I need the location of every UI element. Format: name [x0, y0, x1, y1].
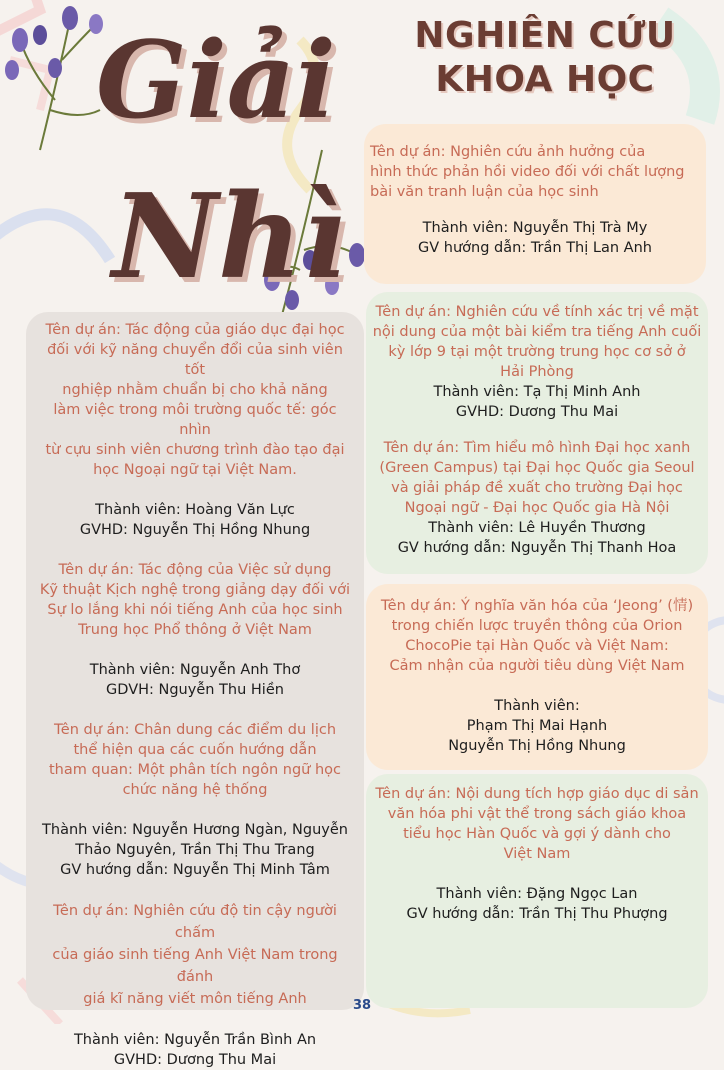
project-member-line: Phạm Thị Mai Hạnh: [466, 718, 608, 734]
project-title-line: Việt Nam: [503, 846, 571, 862]
project-title-line: Tên dự án: Ý nghĩa văn hóa của ‘Jeong’ (情): [380, 598, 694, 614]
project-member-line: Thảo Nguyên, Trần Thị Thu Trang: [75, 842, 315, 858]
project-title-line: tham quan: Một phân tích ngôn ngữ học: [49, 762, 341, 778]
project-card: [366, 584, 708, 770]
project-title-line: Kỹ thuật Kịch nghệ trong giảng dạy đối với: [39, 582, 351, 598]
project-entry: [36, 900, 354, 1070]
project-title-line: tiểu học Hàn Quốc và gợi ý dành cho: [403, 826, 671, 842]
project-member-line: Thành viên: Lê Huyền Thương: [428, 520, 646, 536]
project-member-line: GV hướng dẫn: Trần Thị Lan Anh: [418, 240, 652, 256]
project-title-line: Tên dự án: Tác động của giáo dục đại học: [45, 322, 345, 338]
project-member-line: GVHD: Dương Thu Mai: [113, 1052, 277, 1068]
project-title-line: bài văn tranh luận của học sinh: [370, 184, 599, 200]
project-member-line: Thành viên: Nguyễn Trần Bình An: [73, 1032, 317, 1048]
project-member-line: Thành viên: Nguyễn Hương Ngàn, Nguyễn: [42, 822, 348, 838]
project-entry: [36, 320, 354, 540]
heading-line: KHOA HỌC: [435, 59, 655, 100]
project-title-line: Ngoại ngữ - Đại học Quốc gia Hà Nội: [404, 500, 670, 516]
project-title-line: Sự lo lắng khi nói tiếng Anh của học sinh: [47, 602, 343, 618]
project-title-line: chức năng hệ thống: [122, 782, 268, 798]
project-member-line: GDVH: Nguyễn Thu Hiền: [106, 682, 284, 698]
project-title-line: Trung học Phổ thông ở Việt Nam: [78, 622, 312, 638]
project-title-line: đối với kỹ năng chuyển đổi của sinh viên tốt: [47, 342, 343, 378]
project-member-line: GVHD: Nguyễn Thị Hồng Nhung: [79, 522, 311, 538]
project-title-line: học Ngoại ngữ tại Việt Nam.: [93, 462, 297, 478]
project-card: [366, 774, 708, 1008]
page-heading: [380, 14, 710, 102]
project-member-line: Nguyễn Thị Hồng Nhung: [448, 738, 626, 754]
project-title-line: nghiệp nhằm chuẩn bị cho khả năng: [62, 382, 328, 398]
heading-line: NGHIÊN CỨU: [414, 15, 676, 56]
project-entry: [36, 720, 354, 880]
page-number: 38: [352, 998, 372, 1013]
award-title-giai: Giải: [96, 17, 336, 142]
project-title-line: trong chiến lược truyền thông của Orion: [391, 618, 683, 634]
project-member-line: GVHD: Dương Thu Mai: [455, 404, 619, 420]
project-title-line: hình thức phản hồi video đối với chất lượng: [370, 164, 685, 180]
project-title-line: Tên dự án: Nghiên cứu độ tin cậy người chấm: [53, 903, 337, 941]
project-member-line: Thành viên: Tạ Thị Minh Anh: [433, 384, 641, 400]
project-title-line: Tên dự án: Nghiên cứu về tính xác trị về mặt: [375, 304, 699, 320]
project-entry: [372, 302, 702, 422]
project-member-line: Thành viên: Hoàng Văn Lực: [95, 502, 295, 518]
project-member-line: GV hướng dẫn: Nguyễn Thị Thanh Hoa: [397, 540, 677, 556]
project-member-line: Thành viên:: [494, 698, 580, 714]
project-entry: [36, 560, 354, 700]
project-title-line: và giải pháp đề xuất cho trường Đại học: [391, 480, 683, 496]
project-card: [364, 124, 706, 284]
project-member-line: GV hướng dẫn: Trần Thị Thu Phượng: [406, 906, 668, 922]
project-title-line: Tên dự án: Nội dung tích hợp giáo dục di sản: [375, 786, 699, 802]
award-title-nhi: Nhì: [112, 169, 347, 305]
project-title-line: kỳ lớp 9 tại một trường trung học cơ sở ở: [388, 344, 686, 360]
project-title-line: Hải Phòng: [500, 364, 574, 380]
project-title-line: làm việc trong môi trường quốc tế: góc nhìn: [53, 402, 337, 438]
project-title-line: của giáo sinh tiếng Anh Việt Nam trong đánh: [52, 947, 338, 985]
project-member-line: Thành viên: Đặng Ngọc Lan: [436, 886, 638, 902]
project-title-line: văn hóa phi vật thể trong sách giáo khoa: [387, 806, 687, 822]
project-title-line: từ cựu sinh viên chương trình đào tạo đại: [45, 442, 345, 458]
project-card: [366, 292, 708, 574]
project-title-line: (Green Campus) tại Đại học Quốc gia Seoul: [379, 460, 695, 476]
project-title-line: thể hiện qua các cuốn hướng dẫn: [73, 742, 317, 758]
project-title-line: Cảm nhận của người tiêu dùng Việt Nam: [389, 658, 685, 674]
project-title-line: Tên dự án: Chân dung các điểm du lịch: [53, 722, 337, 738]
project-member-line: GV hướng dẫn: Nguyễn Thị Minh Tâm: [60, 862, 330, 878]
project-member-line: Thành viên: Nguyễn Thị Trà My: [422, 220, 648, 236]
project-title-line: Tên dự án: Tác động của Việc sử dụng: [58, 562, 332, 578]
project-entry: [372, 438, 702, 558]
project-title-line: ChocoPie tại Hàn Quốc và Việt Nam:: [405, 638, 669, 654]
lavender-flower-illustration: [0, 0, 110, 160]
project-title-line: Tên dự án: Tìm hiểu mô hình Đại học xanh: [383, 440, 691, 456]
project-member-line: Thành viên: Nguyễn Anh Thơ: [89, 662, 301, 678]
project-title-line: nội dung của một bài kiểm tra tiếng Anh cuối: [372, 324, 702, 340]
project-title-line: Tên dự án: Nghiên cứu ảnh hưởng của: [370, 144, 646, 160]
project-title-line: giá kĩ năng viết môn tiếng Anh: [83, 991, 307, 1007]
